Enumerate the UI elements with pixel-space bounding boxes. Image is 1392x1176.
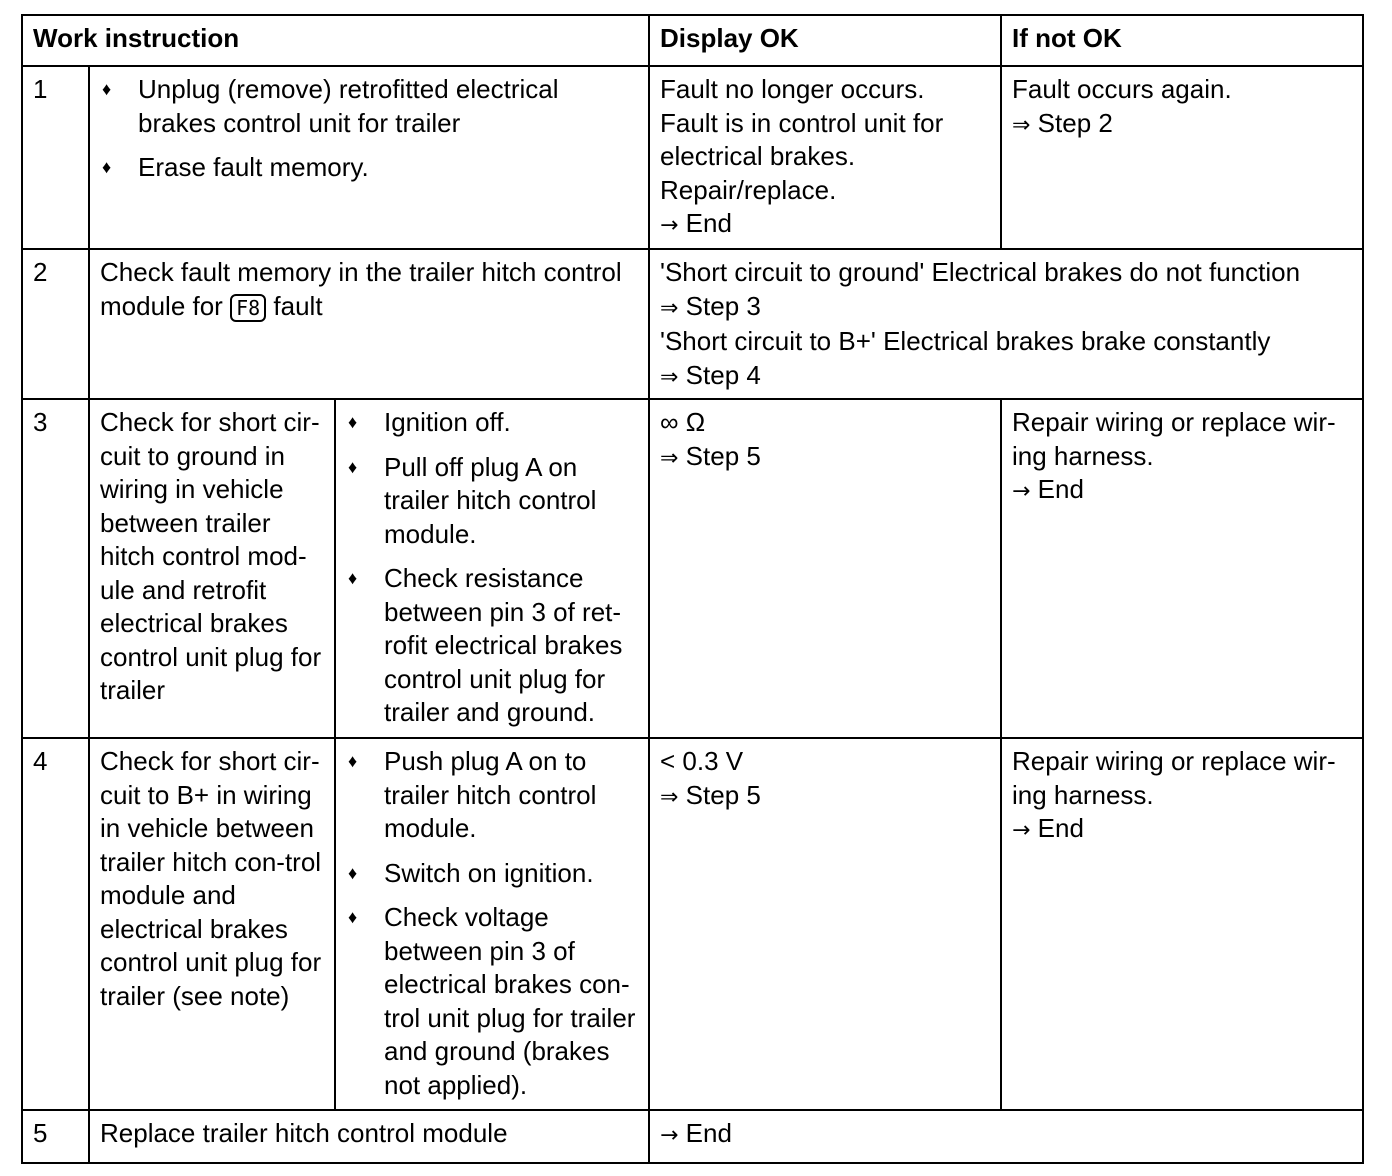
step-number: 5 <box>22 1110 89 1163</box>
notok-text: Fault occurs again. <box>1012 74 1232 104</box>
ok-target: End <box>685 1118 732 1148</box>
work-instruction-cell: Replace trailer hitch control module <box>89 1110 649 1163</box>
notok-text: Repair wiring or replace wir-ing harness. <box>1012 407 1336 471</box>
ok-text: Fault is in control unit for electrical brakes. <box>660 107 944 171</box>
instruction-bullet: ♦ Erase fault memory. <box>100 151 638 185</box>
arrow-right-icon: → <box>1012 818 1031 843</box>
work-instruction-cell <box>89 66 649 249</box>
fault-code-key: F8 <box>230 294 266 322</box>
instruction-bullet: ♦ Ignition off. <box>346 406 638 440</box>
result-text: 'Short circuit to B+' Electrical brakes brake constantly <box>660 326 1271 356</box>
result-target: Step 4 <box>685 359 761 390</box>
arrow-right-icon: → <box>660 213 679 238</box>
ok-value: < 0.3 V <box>660 746 744 776</box>
display-ok-cell <box>649 738 1001 1110</box>
result-text: 'Short circuit to ground' Electrical brakes do not function <box>660 257 1301 287</box>
table-row <box>22 249 1363 399</box>
instruction-bullet: ♦ Unplug (remove) retrofitted electrical brakes control unit for trailer <box>100 73 638 140</box>
display-ok-cell <box>649 1110 1363 1163</box>
step-number: 4 <box>22 738 89 1110</box>
ok-target: Step 5 <box>685 779 761 810</box>
procedure-cell <box>335 399 649 738</box>
header-row <box>22 15 1363 66</box>
notok-text: Repair wiring or replace wir-ing harness. <box>1012 746 1336 810</box>
table-row <box>22 738 1363 1110</box>
notok-target: Step 2 <box>1037 107 1113 138</box>
step-number: 1 <box>22 66 89 249</box>
display-ok-cell <box>649 399 1001 738</box>
instruction-bullet: ♦ Check resistance between pin 3 of ret-rofit electrical brakes control unit plug for trailer and ground. <box>346 562 638 730</box>
instruction-bullet: ♦ Check voltage between pin 3 of electrical brakes con-trol unit plug for trailer and ground (brakes not applied). <box>346 901 638 1102</box>
instruction-bullet: ♦ Pull off plug A on trailer hitch control module. <box>346 451 638 552</box>
ok-text: Repair/replace. <box>660 174 837 205</box>
instruction-bullet: ♦ Switch on ignition. <box>346 857 638 891</box>
work-instruction-table <box>21 14 1362 1162</box>
step-number: 2 <box>22 249 89 399</box>
if-not-ok-cell <box>1001 738 1363 1110</box>
arrow-right-icon: → <box>1012 479 1031 504</box>
notok-target: End <box>1037 474 1084 504</box>
display-ok-cell <box>649 66 1001 249</box>
double-arrow-right-icon: ⇒ <box>660 364 679 390</box>
check-description-cell: Check for short cir-cuit to ground in wiring in vehicle between trailer hitch control mod-ule and retrofit electrical brakes control unit plug for trailer <box>89 399 335 738</box>
header-if-not-ok: If not OK <box>1001 15 1363 66</box>
notok-target: End <box>1037 813 1084 843</box>
ok-text: Fault no longer occurs. <box>660 74 925 104</box>
header-work-instruction: Work instruction <box>22 15 649 66</box>
table-row <box>22 1110 1363 1163</box>
result-target: Step 3 <box>685 290 761 321</box>
if-not-ok-cell <box>1001 66 1363 249</box>
display-result-cell <box>649 249 1363 399</box>
double-arrow-right-icon: ⇒ <box>660 295 679 321</box>
double-arrow-right-icon: ⇒ <box>1012 112 1031 138</box>
double-arrow-right-icon: ⇒ <box>660 784 679 810</box>
step-number: 3 <box>22 399 89 738</box>
instruction-text: fault <box>273 290 323 321</box>
instruction-text: Check fault memory in the trailer hitch control module for <box>100 257 622 321</box>
header-display-ok: Display OK <box>649 15 1001 66</box>
double-arrow-right-icon: ⇒ <box>660 445 679 471</box>
ok-target: End <box>685 208 732 238</box>
arrow-right-icon: → <box>660 1123 679 1148</box>
ok-value: ∞ Ω <box>660 407 706 437</box>
ok-target: Step 5 <box>685 440 761 471</box>
work-instruction-cell <box>89 249 649 399</box>
instruction-bullet: ♦ Push plug A on to trailer hitch control module. <box>346 745 638 846</box>
check-description-cell: Check for short cir-cuit to B+ in wiring in vehicle between trailer hitch con-trol module and electrical brakes control unit plug for trailer (see note) <box>89 738 335 1110</box>
procedure-cell <box>335 738 649 1110</box>
if-not-ok-cell <box>1001 399 1363 738</box>
table-row <box>22 399 1363 738</box>
table-row <box>22 66 1363 249</box>
